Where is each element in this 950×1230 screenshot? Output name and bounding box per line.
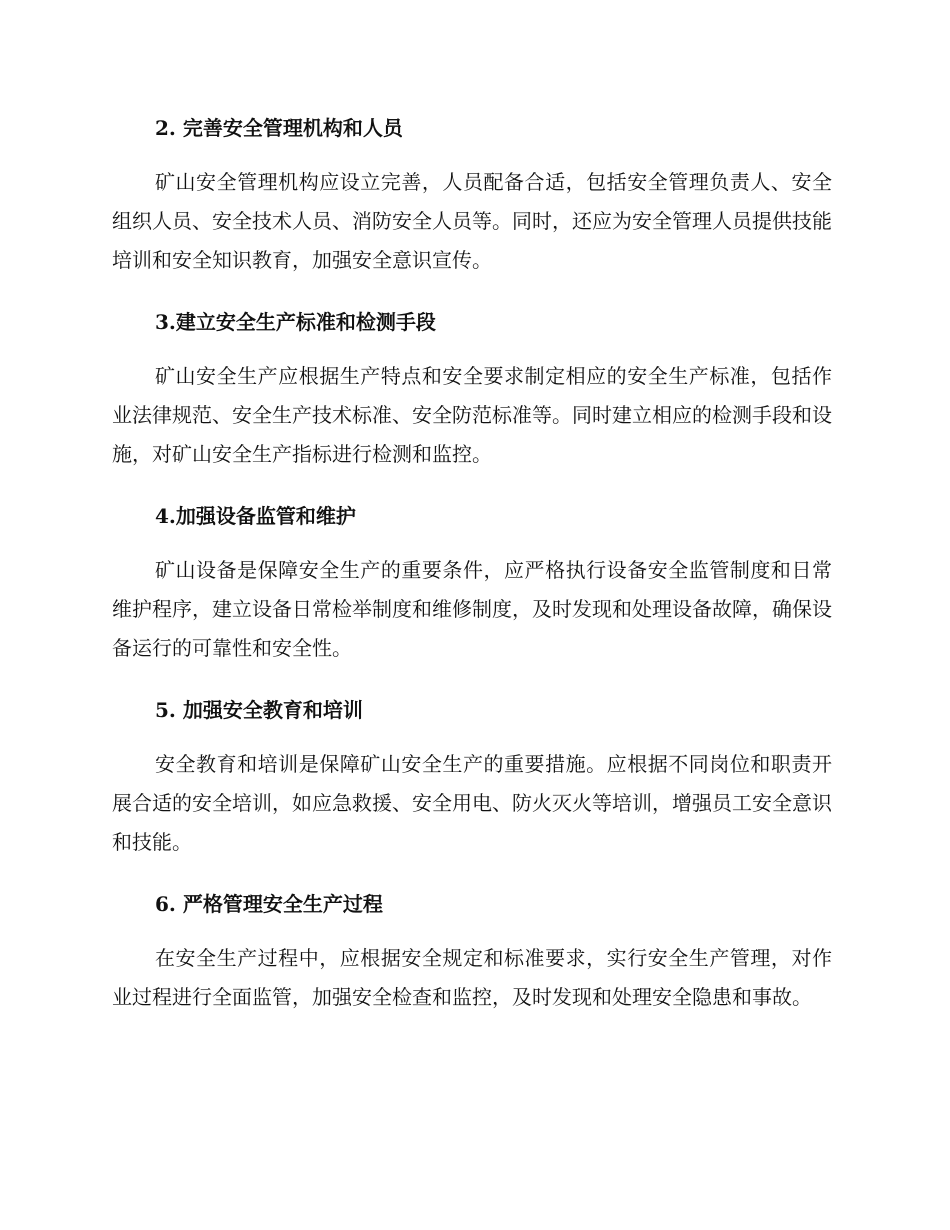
section-body-2: 矿山安全管理机构应设立完善，人员配备合适，包括安全管理负责人、安全组织人员、安全技术人员、消防安全人员等。同时，还应为安全管理人员提供技能培训和安全知识教育，加强安全意识宣传。 xyxy=(112,170,832,272)
section-heading-6: 6. 严格管理安全生产过程 xyxy=(155,892,383,916)
section-body-5: 安全教育和培训是保障矿山安全生产的重要措施。应根据不同岗位和职责开展合适的安全培训，如应急救援、安全用电、防火灭火等培训，增强员工安全意识和技能。 xyxy=(112,752,832,854)
section-body-3: 矿山安全生产应根据生产特点和安全要求制定相应的安全生产标准，包括作业法律规范、安全生产技术标准、安全防范标准等。同时建立相应的检测手段和设施，对矿山安全生产指标进行检测和监控。 xyxy=(112,364,832,466)
section-heading-4: 4.加强设备监管和维护 xyxy=(155,504,356,528)
section-heading-2: 2. 完善安全管理机构和人员 xyxy=(155,116,403,140)
section-body-6: 在安全生产过程中，应根据安全规定和标准要求，实行安全生产管理，对作业过程进行全面监管，加强安全检查和监控，及时发现和处理安全隐患和事故。 xyxy=(112,946,832,1009)
section-body-4: 矿山设备是保障安全生产的重要条件，应严格执行设备安全监管制度和日常维护程序，建立设备日常检举制度和维修制度，及时发现和处理设备故障，确保设备运行的可靠性和安全性。 xyxy=(112,558,832,660)
section-heading-3: 3.建立安全生产标准和检测手段 xyxy=(155,310,436,334)
section-heading-5: 5. 加强安全教育和培训 xyxy=(155,698,363,722)
